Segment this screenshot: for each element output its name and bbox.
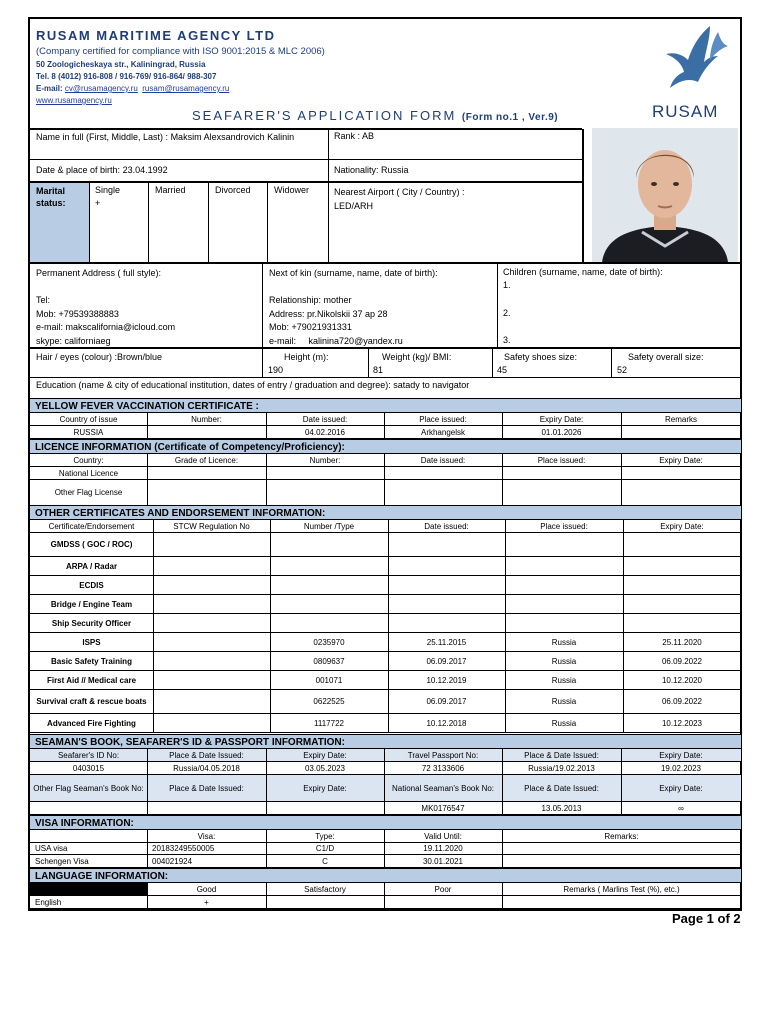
- table-cell[interactable]: USA visa: [35, 844, 68, 853]
- column-header: Place issued:: [419, 414, 467, 424]
- column-header: Number:: [309, 455, 341, 465]
- rank-label: Rank :: [334, 131, 361, 141]
- column-header: Country:: [73, 455, 104, 465]
- table-cell[interactable]: Russia/19.02.2013: [528, 763, 595, 773]
- permanent-address-label: Permanent Address ( full style):: [36, 268, 162, 278]
- grid-line: [502, 454, 503, 506]
- column-header: Remarks:: [604, 831, 639, 841]
- children-label: Children (surname, name, date of birth):: [503, 267, 663, 277]
- column-header: Expiry Date:: [303, 750, 347, 760]
- grid-line: [502, 413, 503, 439]
- hair-value[interactable]: Brown/blue: [117, 352, 163, 362]
- column-header: Number /Type: [303, 521, 355, 531]
- column-header: Seafarer's ID No:: [57, 750, 120, 760]
- grid-line: [266, 830, 267, 868]
- grid-line: [621, 749, 622, 815]
- certified-line: (Company certified for compliance with ISO 9001:2015 & MLC 2006): [36, 46, 325, 57]
- column-header: Expiry Date:: [303, 783, 347, 793]
- table-cell[interactable]: [623, 576, 741, 595]
- marital-single[interactable]: Single: [95, 185, 121, 195]
- table-cell[interactable]: C1/D: [315, 844, 335, 853]
- table-cell[interactable]: National Licence: [58, 468, 119, 478]
- yellow-fever-title: YELLOW FEVER VACCINATION CERTIFICATE :: [30, 398, 741, 413]
- grid-line: [621, 413, 622, 439]
- column-header: Date issued:: [302, 414, 348, 424]
- grid-line: [384, 454, 385, 506]
- table-cell[interactable]: [153, 533, 270, 557]
- table-cell[interactable]: 004021924: [152, 856, 193, 866]
- table-cell[interactable]: 001071: [315, 675, 343, 685]
- column-header: Satisfactory: [304, 884, 346, 894]
- licence-table: [30, 454, 741, 506]
- column-header: Type:: [315, 831, 335, 841]
- grid-line: [384, 413, 385, 439]
- kin-email-row: [269, 335, 438, 349]
- table-cell[interactable]: [388, 614, 505, 633]
- table-cell[interactable]: [153, 557, 270, 576]
- seaman-table: [30, 749, 741, 815]
- table-cell[interactable]: C: [322, 856, 328, 866]
- name-label: Name in full (First, Middle, Last) :: [36, 132, 169, 142]
- table-cell[interactable]: [153, 714, 270, 733]
- airport-label: Nearest Airport ( City / Country) :: [334, 187, 465, 197]
- column-header: Good: [196, 884, 217, 894]
- marital-divorced[interactable]: Divorced: [215, 185, 251, 195]
- form-title-text: SEAFARER'S APPLICATION FORM: [192, 108, 457, 123]
- name-field: [36, 131, 326, 143]
- education-field: [36, 380, 469, 390]
- table-cell[interactable]: ECDIS: [79, 580, 104, 590]
- seafarer-photo: [592, 128, 738, 262]
- column-header: Date issued:: [424, 521, 469, 531]
- child-1[interactable]: 1.: [503, 280, 511, 290]
- tel-line: Tel. 8 (4012) 916-808 / 916-769/ 916-864/ 988-307: [36, 72, 217, 81]
- column-header: Place issued:: [540, 521, 588, 531]
- column-header: Place & Date Issued:: [524, 750, 599, 760]
- table-cell[interactable]: 06.09.2022: [661, 656, 703, 666]
- table-cell[interactable]: [388, 576, 505, 595]
- column-header: Place & Date Issued:: [169, 750, 244, 760]
- table-cell[interactable]: English: [35, 897, 62, 907]
- table-cell[interactable]: [505, 576, 623, 595]
- children-block: [503, 267, 663, 345]
- marital-single-mark: +: [95, 198, 101, 208]
- kin-email-label: e-mail:: [269, 335, 297, 346]
- table-cell[interactable]: Russia/04.05.2018: [173, 763, 240, 773]
- skype-value[interactable]: skype: californiaeg: [36, 335, 111, 346]
- website-link[interactable]: www.rusamagency.ru: [36, 96, 112, 105]
- grid-line: [147, 749, 148, 815]
- table-cell[interactable]: 0235970: [313, 637, 345, 647]
- table-cell[interactable]: Survival craft & rescue boats: [36, 697, 147, 706]
- table-cell[interactable]: Bridge / Engine Team: [50, 599, 133, 609]
- weight-value[interactable]: 81: [373, 365, 384, 375]
- child-3[interactable]: 3.: [503, 335, 511, 345]
- nationality-label: Nationality:: [334, 165, 379, 175]
- company-name: RUSAM MARITIME AGENCY LTD: [36, 28, 276, 43]
- table-cell[interactable]: [153, 671, 270, 690]
- overall-value[interactable]: 52: [617, 365, 628, 375]
- marital-married[interactable]: Married: [155, 185, 186, 195]
- table-cell[interactable]: [388, 533, 505, 557]
- airport-value[interactable]: LED/ARH: [334, 201, 374, 211]
- table-cell[interactable]: 0622525: [313, 697, 345, 706]
- grid-line: [384, 830, 385, 868]
- grid-line: [147, 454, 148, 506]
- table-cell[interactable]: 19.02.2023: [660, 763, 702, 773]
- table-cell[interactable]: 0403015: [72, 763, 105, 773]
- table-cell[interactable]: ∞: [678, 803, 684, 813]
- kin-address[interactable]: Address: pr.Nikolskii 37 ap 28: [269, 308, 388, 319]
- grid-line: [502, 830, 503, 868]
- column-header: Expiry Date:: [539, 414, 584, 424]
- table-cell[interactable]: [623, 595, 741, 614]
- grid-line: [505, 520, 506, 733]
- yellow-fever-table: [30, 413, 741, 439]
- table-cell[interactable]: 0809637: [313, 656, 345, 666]
- grid-line: [30, 908, 741, 909]
- table-cell[interactable]: Russia: [551, 697, 577, 706]
- shoes-label: Safety shoes size:: [504, 352, 578, 362]
- table-cell[interactable]: Russia: [551, 656, 577, 666]
- language-title: LANGUAGE INFORMATION:: [30, 868, 741, 883]
- name-value[interactable]: Maksim Alexsandrovich Kalinin: [170, 132, 295, 142]
- grid-line: [147, 413, 148, 439]
- column-header: Country of issue: [59, 414, 118, 424]
- kin-relationship[interactable]: Relationship: mother: [269, 295, 352, 305]
- next-of-kin-block: [269, 267, 438, 348]
- column-header: Remarks: [664, 414, 697, 424]
- table-cell[interactable]: [266, 480, 384, 506]
- table-cell[interactable]: Russia: [551, 718, 577, 728]
- column-header: Place & Date Issued:: [169, 783, 244, 793]
- table-cell[interactable]: 06.09.2022: [661, 697, 703, 706]
- table-cell[interactable]: [153, 633, 270, 652]
- table-cell[interactable]: MK0176547: [421, 803, 465, 813]
- grid-line: [621, 454, 622, 506]
- table-cell[interactable]: 10.12.2019: [426, 675, 467, 685]
- dob-value[interactable]: 23.04.1992: [122, 165, 168, 175]
- permanent-address-block: [36, 267, 175, 348]
- table-cell[interactable]: [153, 690, 270, 714]
- kin-label: Next of kin (surname, name, date of birth):: [269, 268, 438, 278]
- table-cell[interactable]: [384, 480, 502, 506]
- grid-line: [384, 883, 385, 909]
- grid-line: [153, 520, 154, 733]
- table-cell[interactable]: 72 3133606: [421, 763, 465, 773]
- education-value[interactable]: satady to navigator: [393, 380, 470, 390]
- table-cell[interactable]: Russia: [551, 675, 577, 685]
- table-cell[interactable]: 20183249550005: [152, 844, 215, 853]
- table-cell[interactable]: 13.05.2013: [541, 803, 582, 813]
- table-cell[interactable]: [388, 557, 505, 576]
- rank-field: [334, 131, 374, 141]
- table-cell[interactable]: First Aid // Medical care: [46, 675, 137, 685]
- table-cell[interactable]: [153, 614, 270, 633]
- table-cell[interactable]: [621, 480, 741, 506]
- table-cell[interactable]: [270, 614, 388, 633]
- grid-line: [266, 413, 267, 439]
- rank-value[interactable]: AB: [362, 131, 375, 141]
- grid-line: [266, 883, 267, 909]
- table-cell[interactable]: Ship Security Officer: [51, 618, 132, 628]
- table-cell[interactable]: [153, 652, 270, 671]
- table-cell[interactable]: GMDSS ( GOC / ROC): [50, 540, 133, 549]
- email-value[interactable]: e-mail: makscalifornia@icloud.com: [36, 322, 176, 332]
- table-cell[interactable]: [623, 533, 741, 557]
- column-header: Expiry Date:: [659, 455, 703, 465]
- grid-line: [270, 520, 271, 733]
- table-cell[interactable]: [623, 614, 741, 633]
- column-header: Expiry Date:: [660, 521, 704, 531]
- height-label: Height (m):: [284, 352, 329, 362]
- table-cell[interactable]: 03.05.2023: [304, 763, 346, 773]
- grid-line: [147, 830, 148, 868]
- certs-title: OTHER CERTIFICATES AND ENDORSEMENT INFORMATION:: [30, 505, 741, 520]
- marital-label: Marital status:: [36, 186, 66, 208]
- column-header: Poor: [434, 884, 452, 894]
- table-cell[interactable]: Other Flag License: [54, 488, 123, 497]
- certs-table: [30, 520, 741, 734]
- grid-line: [30, 732, 741, 733]
- language-table: [30, 883, 741, 909]
- table-cell[interactable]: 1117722: [314, 718, 344, 728]
- grid-line: [266, 749, 267, 815]
- column-header: Travel Passport No:: [407, 750, 479, 760]
- grid-line: [147, 883, 148, 909]
- table-cell[interactable]: [153, 576, 270, 595]
- grid-line: [388, 520, 389, 733]
- grid-line: [623, 520, 624, 733]
- height-value[interactable]: 190: [268, 365, 284, 375]
- table-cell[interactable]: +: [204, 897, 209, 907]
- email-label: E-mail:: [36, 84, 63, 93]
- hair-label: Hair / eyes (colour) :: [36, 352, 118, 362]
- table-cell[interactable]: [270, 595, 388, 614]
- page-number: Page 1 of 2: [672, 911, 741, 926]
- column-header: Certificate/Endorsement: [48, 521, 135, 531]
- grid-line: [502, 749, 503, 815]
- table-cell[interactable]: [505, 595, 623, 614]
- table-cell[interactable]: 06.09.2017: [426, 697, 467, 706]
- form-number: (Form no.1 , Ver.9): [461, 112, 559, 123]
- table-cell[interactable]: 19.11.2020: [423, 844, 463, 853]
- table-cell[interactable]: [270, 576, 388, 595]
- shoes-value[interactable]: 45: [497, 365, 508, 375]
- table-cell[interactable]: 10.12.2023: [661, 718, 703, 728]
- table-cell[interactable]: 10.12.2020: [661, 675, 703, 685]
- education-label: Education (name & city of educational institution, dates of entry / graduation and degree):: [36, 380, 391, 390]
- airport-field: [334, 185, 465, 213]
- table-cell[interactable]: [388, 595, 505, 614]
- table-cell[interactable]: Schengen Visa: [35, 856, 89, 866]
- grid-line: [502, 883, 503, 909]
- column-header: Expiry Date:: [659, 750, 703, 760]
- column-header: National Seaman's Book No:: [391, 783, 495, 793]
- table-cell[interactable]: [505, 557, 623, 576]
- kin-email-value[interactable]: kalinina720@yandex.ru: [308, 335, 403, 346]
- visa-table: [30, 830, 741, 868]
- hair-field: [36, 352, 162, 362]
- logo-text: RUSAM: [652, 102, 719, 121]
- table-cell[interactable]: Russia: [551, 637, 577, 647]
- marital-widower[interactable]: Widower: [274, 185, 310, 195]
- table-cell[interactable]: Basic Safety Training: [51, 656, 132, 666]
- table-cell[interactable]: Arkhangelsk: [420, 427, 466, 437]
- email-link-cv[interactable]: cv@rusamagency.ru: [64, 84, 138, 93]
- table-cell[interactable]: RUSSIA: [73, 427, 104, 437]
- nationality-value[interactable]: Russia: [381, 165, 409, 175]
- overall-label: Safety overall size:: [628, 352, 704, 362]
- table-cell[interactable]: [505, 614, 623, 633]
- table-cell[interactable]: ISPS: [82, 637, 101, 647]
- address-line: 50 Zoologicheskaya str., Kaliningrad, Russia: [36, 60, 206, 69]
- column-header: Number:: [191, 414, 222, 424]
- table-cell[interactable]: 30.01.2021: [422, 856, 464, 866]
- table-cell[interactable]: 25.11.2020: [662, 637, 702, 647]
- mobile-value[interactable]: Mob: +79539388883: [36, 308, 119, 319]
- portrait-icon: [592, 128, 738, 262]
- kin-mobile[interactable]: Mob: +79021931331: [269, 322, 352, 332]
- table-cell[interactable]: 04.02.2016: [304, 427, 346, 437]
- grid-line: [266, 454, 267, 506]
- column-header: Other Flag Seaman's Book No:: [33, 783, 144, 793]
- column-header: Valid Until:: [424, 831, 462, 841]
- table-cell[interactable]: [270, 533, 388, 557]
- weight-label: Weight (kg)/ BMI:: [382, 352, 452, 362]
- child-2[interactable]: 2.: [503, 308, 511, 318]
- table-cell[interactable]: [147, 480, 266, 506]
- table-cell[interactable]: 01.01.2026: [541, 427, 582, 437]
- table-cell[interactable]: [153, 595, 270, 614]
- table-cell[interactable]: 06.09.2017: [426, 656, 467, 666]
- table-cell[interactable]: Advanced Fire Fighting: [47, 718, 136, 728]
- table-cell[interactable]: [502, 480, 621, 506]
- licence-title: LICENCE INFORMATION (Certificate of Competency/Proficiency):: [30, 439, 741, 454]
- column-header: Remarks ( Marlins Test (%), etc.): [563, 884, 680, 894]
- column-header: Place & Date Issued:: [524, 783, 599, 793]
- table-cell[interactable]: [505, 533, 623, 557]
- table-cell[interactable]: [623, 557, 741, 576]
- visa-title: VISA INFORMATION:: [30, 815, 741, 830]
- column-header: STCW Regulation No: [173, 521, 250, 531]
- table-cell[interactable]: 25.11.2015: [426, 637, 467, 647]
- seaman-title: SEAMAN'S BOOK, SEAFARER'S ID & PASSPORT INFORMATION:: [30, 734, 741, 749]
- grid-line: [384, 749, 385, 815]
- column-header: Visa:: [197, 831, 216, 841]
- table-cell[interactable]: ARPA / Radar: [65, 561, 118, 571]
- table-cell[interactable]: [270, 557, 388, 576]
- email-link-rusam[interactable]: rusam@rusamagency.ru: [142, 84, 230, 93]
- dob-field: [36, 165, 168, 175]
- table-cell[interactable]: 10.12.2018: [426, 718, 467, 728]
- column-header: Expiry Date:: [659, 783, 703, 793]
- column-header: Grade of Licence:: [174, 455, 239, 465]
- dob-label: Date & place of birth:: [36, 165, 121, 175]
- column-header: Date issued:: [420, 455, 466, 465]
- column-header: Place issued:: [537, 455, 586, 465]
- tel-label: Tel:: [36, 295, 51, 305]
- nationality-field: [334, 165, 409, 175]
